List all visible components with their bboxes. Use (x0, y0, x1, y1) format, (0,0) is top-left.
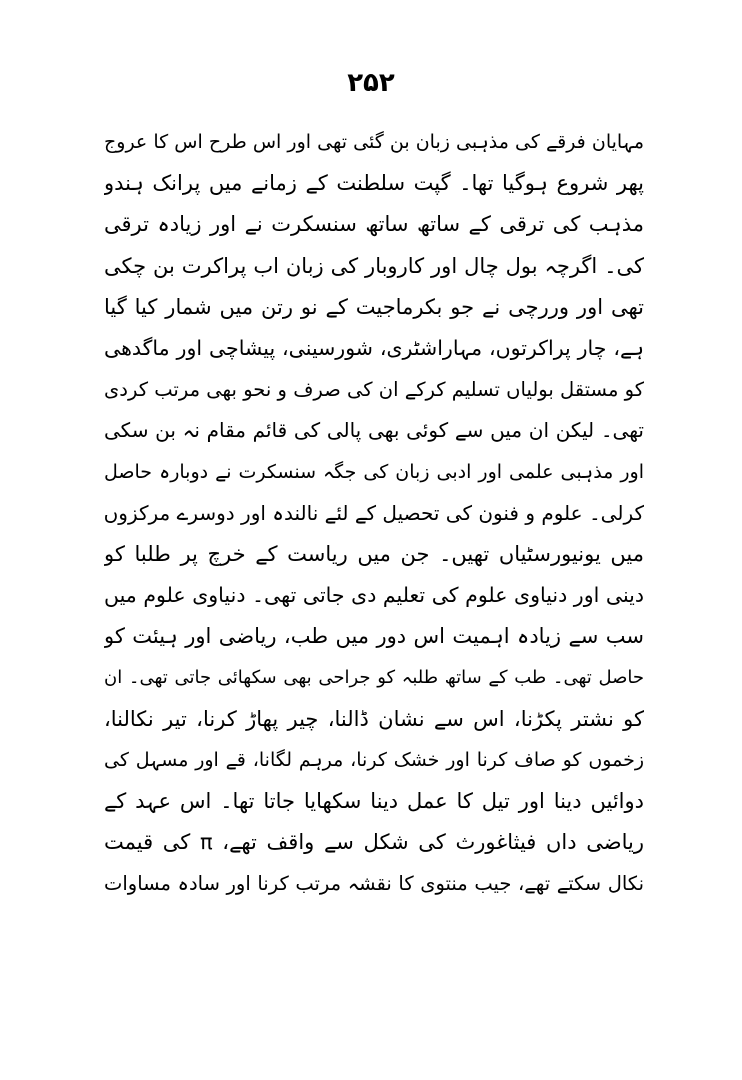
text-line: دوائیں دینا اور تیل کا عمل دینا سکھایا جاتا تھا۔ اس عہد کے (104, 789, 644, 813)
body-text (104, 122, 644, 905)
text-line: اور مذہبی علمی اور ادبی زبان کی جگہ سنسکرت نے دوبارہ حاصل (104, 460, 644, 483)
text-line: نکال سکتے تھے، جیب منتوی کا نقشہ مرتب کرنا اور سادہ مساوات (104, 872, 644, 896)
text-line: میں یونیورسٹیاں تھیں۔ جن میں ریاست کے خرچ پر طلبا کو (104, 541, 644, 566)
text-line: ریاضی داں فیثاغورث کی شکل سے واقف تھے، π کی قیمت (104, 830, 644, 855)
page-number: ۲۵۲ (347, 68, 395, 98)
text-line: تھی۔ لیکن ان میں سے کوئی بھی پالی کی قائم مقام نہ بن سکی (104, 418, 644, 443)
text-line: کو مستقل بولیاں تسلیم کرکے ان کی صرف و نحو بھی مرتب کردی (104, 378, 644, 402)
text-line: کو نشتر پکڑنا، اس سے نشان ڈالنا، چیر پھاڑ کرنا، تیر نکالنا، (104, 706, 644, 731)
text-line: دینی اور دنیاوی علوم کی تعلیم دی جاتی تھی۔ دنیاوی علوم میں (104, 583, 644, 608)
text-line: مہایان فرقے کی مذہبی زبان بن گئی تھی اور اس طرح اس کا عروج (104, 131, 644, 153)
text-line: ہے، چار پراکرتوں، مہاراشٹری، شورسینی، پیشاچی اور ماگدھی (104, 335, 644, 360)
text-line: زخموں کو صاف کرنا اور خشک کرنا، مرہم لگانا، قے اور مسہل کی (104, 748, 644, 771)
text-line: حاصل تھی۔ طب کے ساتھ طلبہ کو جراحی بھی سکھائی جاتی تھی۔ ان (104, 667, 644, 689)
text-line: تھی اور وررچی نے جو بکرماجیت کے نو رتن میں شمار کیا گیا (104, 294, 644, 319)
text-line: مذہب کی ترقی کے ساتھ ساتھ سنسکرت نے اور زیادہ ترقی (104, 212, 644, 237)
text-line: کی۔ اگرچہ بول چال اور کاروبار کی زبان اب پراکرت بن چکی (104, 253, 644, 278)
text-line: کرلی۔ علوم و فنون کی تحصیل کے لئے نالندہ اور دوسرے مرکزوں (104, 500, 644, 525)
text-line: سب سے زیادہ اہمیت اس دور میں طب، ریاضی اور ہیئت کو (104, 624, 644, 649)
text-line: پھر شروع ہوگیا تھا۔ گپت سلطنت کے زمانے میں پرانک ہندو (104, 171, 644, 196)
